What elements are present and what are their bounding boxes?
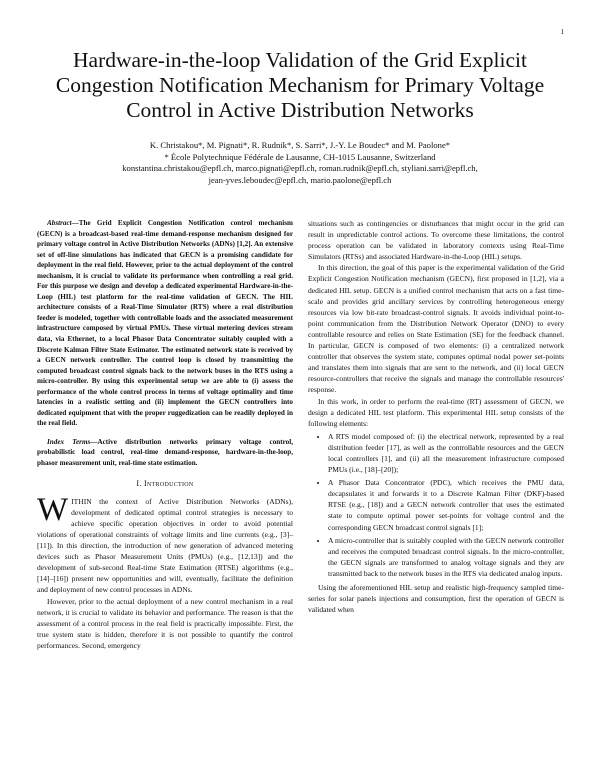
- list-item: • A Phasor Data Concentrator (PDC), which receives the PMU data, decapsulates it and forwards it to a Discrete Kalman Filter (DKF)-based RTSE (e.g., [18]) and a GECN network controller that uses the estimated state to compute optimal power set-points for voltage control and the corresponding GECN broadcast control signals [1];: [328, 477, 564, 532]
- index-terms: [37, 437, 293, 469]
- page-number: 1: [560, 28, 564, 36]
- author-emails-1: konstantina.christakou@epfl.ch, marco.pignati@epfl.ch, roman.rudnik@epfl.ch, styliani.sarri@epfl.ch,: [122, 163, 478, 173]
- author-affiliation: * École Polytechnique Fédérale de Lausanne, CH-1015 Lausanne, Switzerland: [164, 151, 436, 162]
- intro-paragraph-2: However, prior to the actual deployment of a new control mechanism in a real network, it is crucial to validate its behavior and performance. The reason is that the assessment of a control process in the real field is practically impossible. First, the true system state is hidden, therefore it is not possible to quantify the control performances. Second, emergency: [37, 596, 293, 650]
- hil-element-list: [308, 431, 564, 579]
- right-column: [308, 218, 564, 615]
- index-terms-text: Active distribution networks primary voltage control, probabilistic load control, real-time demand-response, hardware-in-the-loop, phasor measurement unit, real-time state estimation.: [37, 437, 293, 468]
- section-heading-introduction: I. Introduction: [136, 478, 194, 488]
- paragraph-continuation: situations such as contingencies or disturbances that might occur in the grid can result in unpredictable control actions. To overcome these limitations, the control process operation can be validated in laboratory contexts using Real-Time Simulators (RTSs) and associated Hardware-in-the-Loop (HIL) setups.: [308, 219, 564, 262]
- author-names: K. Christakou*, M. Pignati*, R. Rudnik*, S. Sarri*, J.-Y. Le Boudec* and M. Paolone*: [149, 140, 451, 150]
- intro-paragraph-1-text: ITHIN the context of Active Distribution Networks (ADNs), development of dedicated optimal control strategies is necessary to achieve specific operation objectives in order to avoid potential violations of operational constraints of voltage limits and line currents (e.g., [3]–[11]). In this direction, the introduction of new generation of advanced metering devices such as Phasor Measurement Units (PMUs) (e.g., [12,13]) and the development of sub-second Real-time State Estimation (RTSE) algorithms (e.g., [14]–[16]) present new opportunities and will, eventually, facilitate the definition and deployment of new control processes in ADNs.: [37, 496, 293, 595]
- author-block: [40, 140, 560, 186]
- abstract: [37, 218, 293, 429]
- abstract-label: Abstract—: [47, 219, 79, 227]
- author-emails-2: jean-yves.leboudec@epfl.ch, mario.paolone@epfl.ch: [208, 174, 392, 185]
- index-terms-label: Index Terms—: [47, 437, 98, 446]
- drop-cap: W: [37, 491, 69, 528]
- intro-paragraph-1: [37, 491, 293, 596]
- list-item: • A micro-controller that is suitably coupled with the GECN network controller and receives the computed broadcast control signals. In the micro-controller, the GECN signals are transformed to analog voltage signals and they are transmitted back to the network buses in the RTS via dedicated analog inputs.: [328, 535, 564, 579]
- paragraph-direction: In this direction, the goal of this paper is the experimental validation of the Grid Explicit Congestion Notification mechanism (GECN), first proposed in [1,2], via a dedicated HIL setup. GECN is a unified control mechanism that acts on a fast time-scale and provides grid ancillary services by controlling heterogeneous energy resources via low bit-rate broadcast-control signals. It avoids individual point-to-point communication from the Distribution Network Operator (DNO) to every controllable resource and relies on State Estimation (SE) for the feedback channel. In particular, GECN is composed of two elements: (i) a centralized network controller that observes the system state, computes optimal nodal power set-points and translates them into signals that are sent to the network, and (ii) local GECN resource-controllers that receive the signals and manage the controllable resources' response.: [308, 263, 564, 395]
- paragraph-this-work: In this work, in order to perform the real-time (RT) assessment of GECN, we design a dedicated HIL test platform. This experimental HIL setup consists of the following elements:: [308, 396, 564, 428]
- list-item: • A RTS model composed of: (i) the electrical network, represented by a real distribution feeder [17], as well as the controllable resources and the GECN local controllers [1], and (ii) all the measurement infrastructure composed PMUs (i.e., [18]–[20]);: [328, 431, 564, 475]
- abstract-text: The Grid Explicit Congestion Notification control mechanism (GECN) is a broadcast-based real-time demand-response mechanism designed for primary voltage control in Active Distribution Networks (ADNs) [1,2]. An extensive set of off-line simulations has indicated that GECN is a promising candidate for deployment in the real field. However, prior to the actual deployment of the control mechanism, it is crucial to validate its performance when controlling a real grid. For this purpose we design and develop a dedicated experimental Hardware-in-the-Loop (HIL) test platform for the real-time validation of GECN. The HIL architecture consists of a Real-Time Simulator (RTS) where a real distribution feeder is modeled, together with controllable loads and the associated measurement infrastructure composed by virtual PMUs. These virtual metering devices stream data, via Ethernet, to a local Phasor Data Concentrator suitably coupled with a Discrete Kalman Filter State Estimator. The estimated network state is received by a GECN network controller. The control loop is closed by transmitting the computed broadcast control signals back to the network buses in the RTS using a micro-controller. By using this experimental setup we are able to (i) assess the performance of the whole control process in terms of voltage optimality and time latencies in a realistic setting and (ii) implement the GECN controllers into dedicated equipment that with the proper ruggedization can be readily deployed in the real field.: [37, 219, 293, 428]
- paper-title: Hardware-in-the-loop Validation of the Grid Explicit Congestion Notification Mechanism for Primary Voltage Control in Active Distribution Networks: [55, 48, 545, 122]
- paragraph-final: Using the aforementioned HIL setup and realistic high-frequency sampled time-series for solar panels injections and consumption, first the operation of GECN is validated when: [308, 583, 564, 615]
- left-column: [37, 218, 293, 651]
